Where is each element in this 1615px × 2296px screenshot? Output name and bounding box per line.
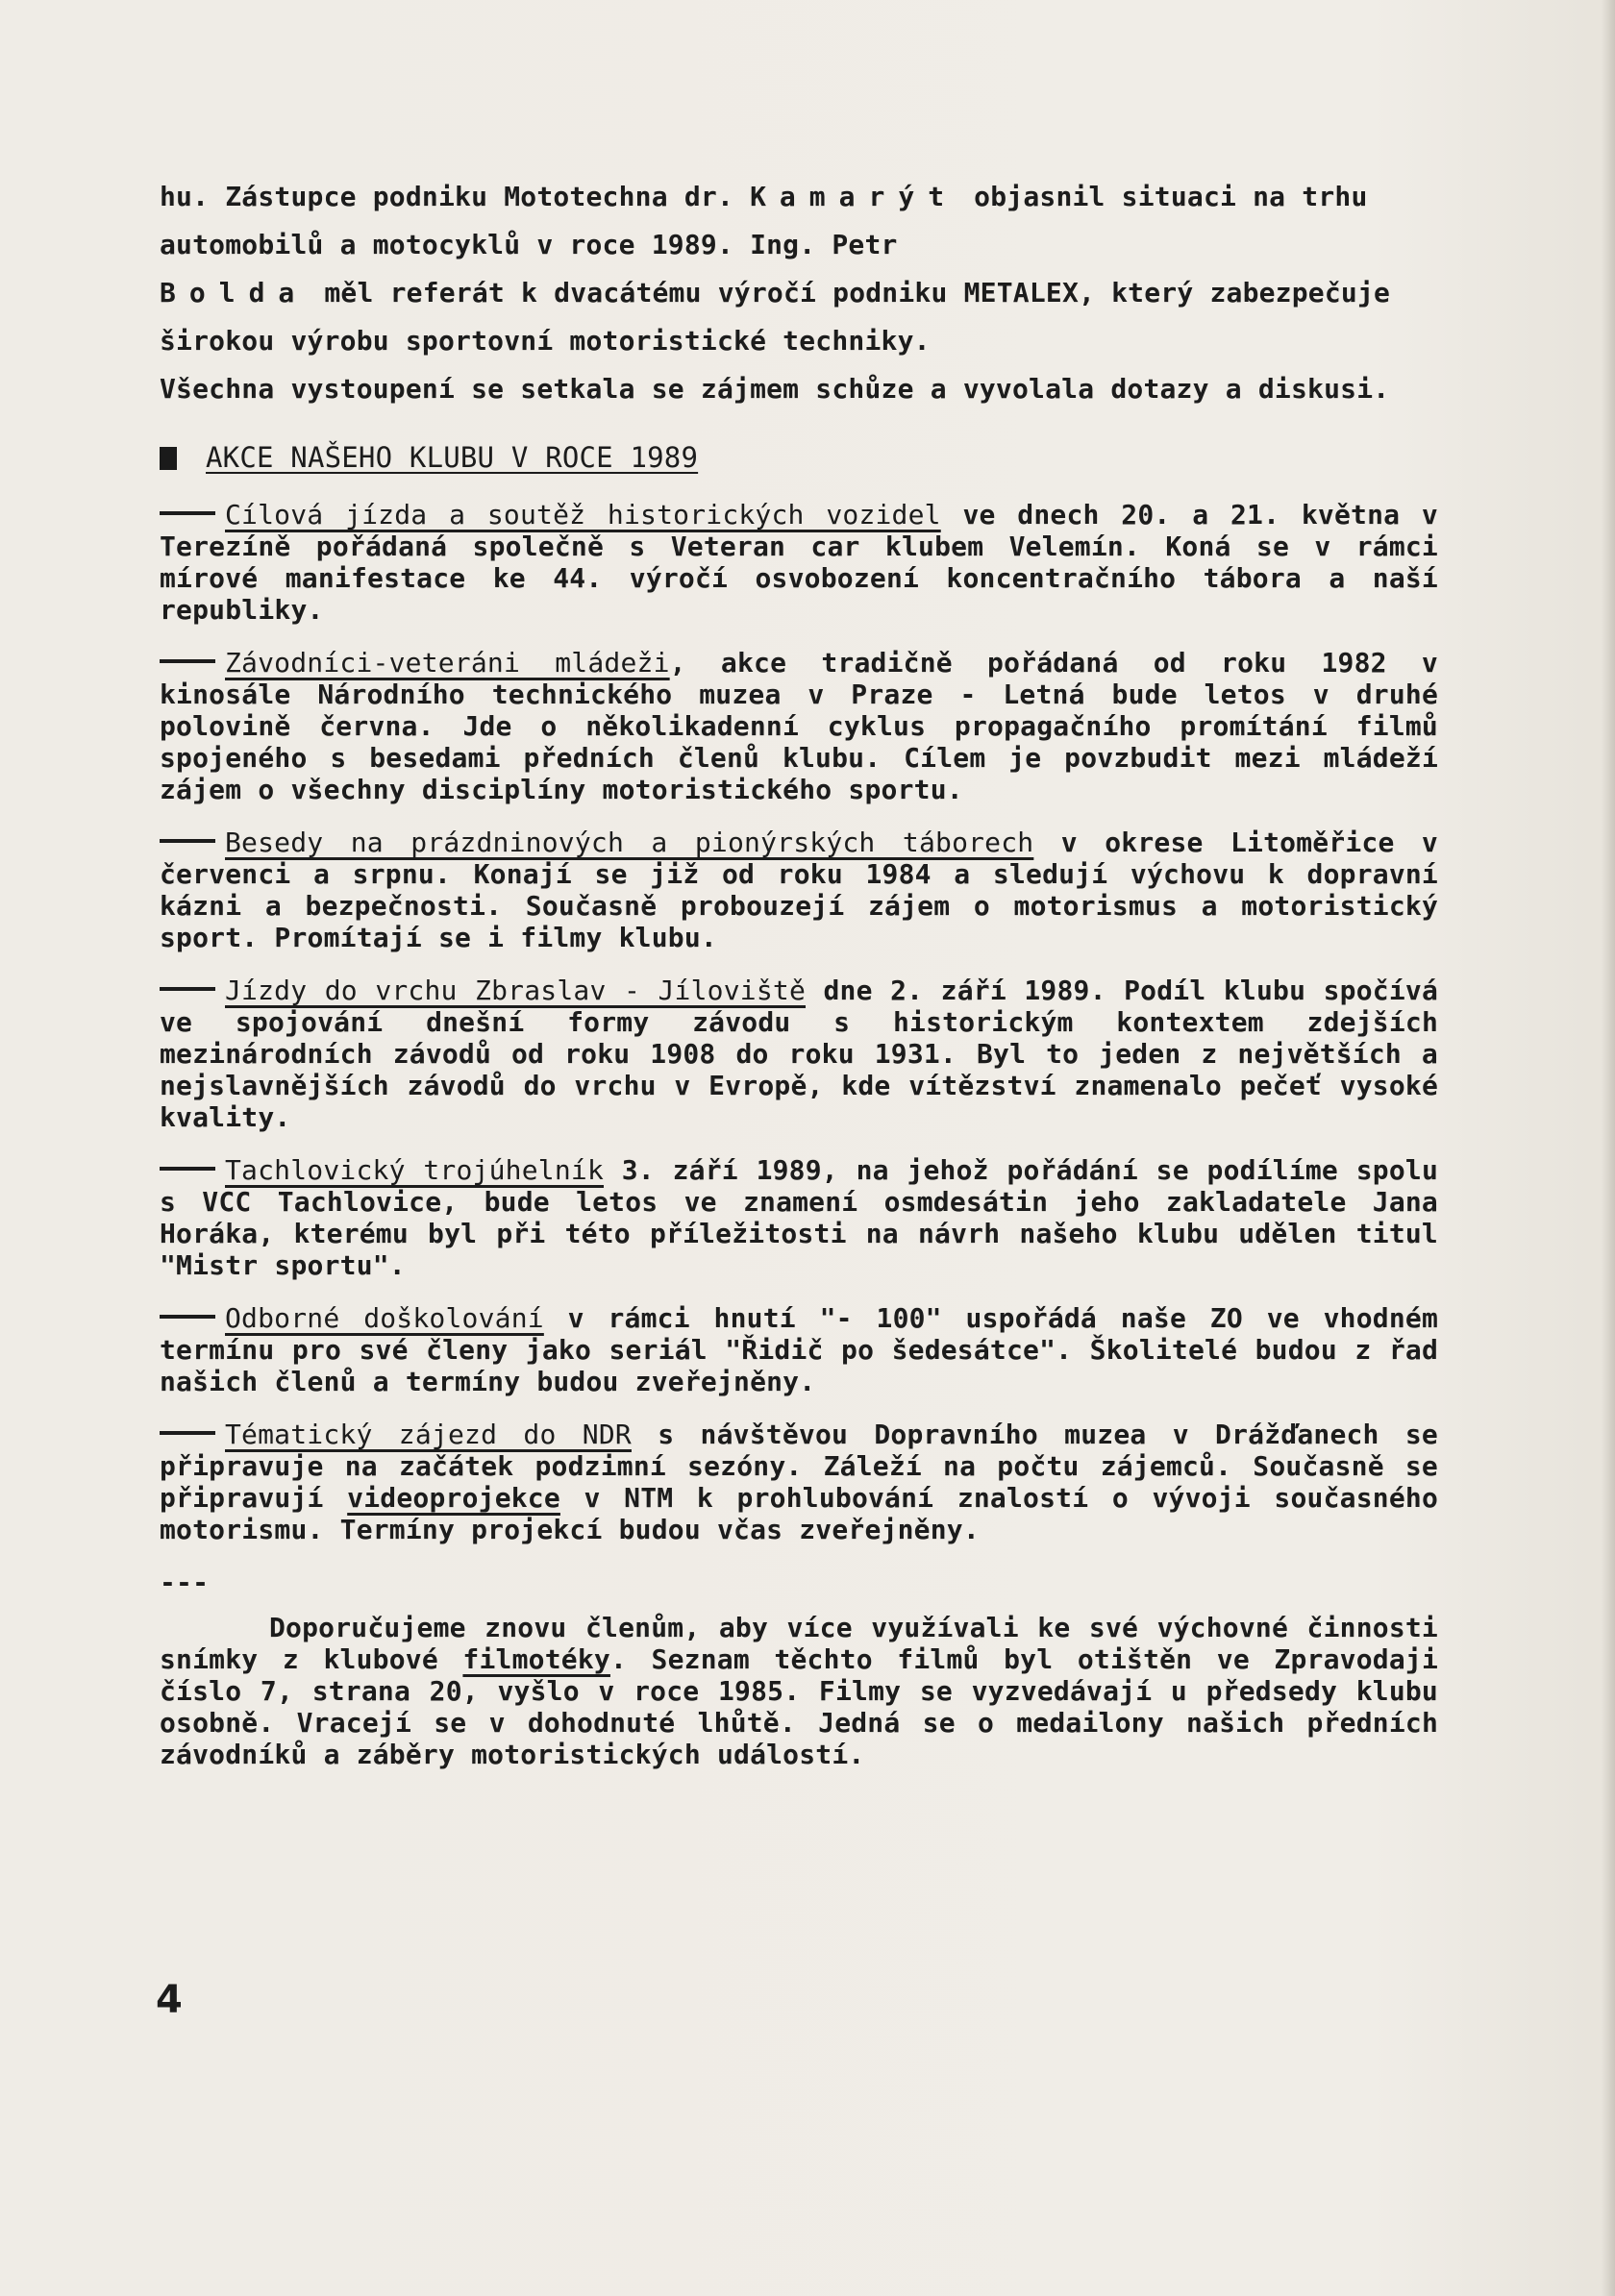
closing-paragraph: Doporučujeme znovu členům, aby více využívali ke své výchovné činnosti snímky z klubové filmotéky. Seznam těchto filmů byl otištěn ve Zpravodaji číslo 7, strana 20, vyšlo v roce 1985. Filmy se vyzvedávají u předsedy klubu osobně. Vracejí se v dohodnuté lhůtě. Jedná se o medailony našich předních závodníků a záběry motoristických událostí. bbox=[160, 1612, 1438, 1770]
list-item bbox=[160, 1154, 1438, 1281]
videoprojekce-term: videoprojekce bbox=[347, 1482, 560, 1514]
dash-icon bbox=[160, 1167, 215, 1171]
item-text: v okrese Litoměřice v červenci a srpnu. Konají se již od roku 1984 a sledují výchovu k dopravní kázni a bezpečnosti. Současně probouzejí zájem o motorismus a motoristický sport. Promítají se i filmy klubu. bbox=[160, 827, 1438, 953]
item-text: v NTM k prohlubování znalostí o vývoji současného motorismu. Termíny projekcí budou včas zveřejněny. bbox=[160, 1482, 1439, 1545]
section-heading-text: AKCE NAŠEHO KLUBU V ROCE 1989 bbox=[206, 441, 699, 474]
item-text: 3. září 1989, na jehož pořádání se podílíme spolu s VCC Tachlovice, bude letos ve znamení osmdesátin jeho zakladatele Jana Horáka, kterému byl při této příležitosti na návrh našeho klubu udělen titul "Mistr sportu". bbox=[160, 1154, 1439, 1281]
item-title: Tachlovický trojúhelník bbox=[225, 1154, 605, 1186]
intro-line-3: Všechna vystoupení se setkala se zájmem schůze a vyvolala dotazy a diskusi. bbox=[160, 373, 1390, 405]
list-item bbox=[160, 647, 1438, 805]
intro-paragraph bbox=[160, 173, 1438, 413]
list-item bbox=[160, 1302, 1438, 1397]
list-item bbox=[160, 499, 1438, 626]
item-title: Jízdy do vrchu Zbraslav - Jíloviště bbox=[225, 975, 807, 1006]
person-name-bolda: Bolda bbox=[160, 277, 309, 309]
item-text: ve dnech 20. a 21. května v Terezíně pořádaná společně s Veteran car klubem Velemín. Koná se v rámci mírové manifestace ke 44. výročí osvobození koncentračního tábora a naší republiky. bbox=[160, 499, 1438, 626]
item-title: Cílová jízda a soutěž historických vozidel bbox=[225, 499, 941, 531]
dash-icon bbox=[160, 511, 215, 515]
intro-line-2: Bolda měl referát k dvacátému výročí podniku METALEX, který zabezpečuje širokou výrobu sportovní motoristické techniky. bbox=[160, 277, 1391, 357]
square-bullet-icon bbox=[160, 447, 177, 470]
person-name-kamaryt: Kamarýt bbox=[750, 181, 958, 212]
section-heading bbox=[160, 442, 1438, 474]
item-text: s návštěvou Dopravního muzea v Drážďanech se připravuje na začátek podzimní sezóny. Záleží na počtu zájemců. Současně se připravují bbox=[160, 1419, 1438, 1514]
dash-icon bbox=[160, 1431, 215, 1435]
filmoteka-term: filmotéky bbox=[462, 1643, 610, 1675]
item-text: dne 2. září 1989. Podíl klubu spočívá ve spojování dnešní formy závodu s historickým kontextem zdejších mezinárodních závodů od roku 1908 do roku 1931. Byl to jeden z největších a nejslavnějších závodů do vrchu v Evropě, kde vítězství znamenalo pečeť vysoké kvality. bbox=[160, 975, 1438, 1133]
intro-line-1: hu. Zástupce podniku Mototechna dr. Kamarýt objasnil situaci na trhu automobilů a motocyklů v roce 1989. Ing. Petr bbox=[160, 181, 1368, 260]
page-number: 4 bbox=[156, 1978, 183, 2022]
list-item bbox=[160, 827, 1438, 953]
document-body bbox=[160, 173, 1438, 1770]
dash-icon bbox=[160, 1315, 215, 1319]
page-edge-shadow bbox=[1602, 0, 1615, 2296]
item-text: , akce tradičně pořádaná od roku 1982 v kinosále Národního technického muzea v Praze - Letná bude letos v druhé polovině června. Jde o několikadenní cyklus propagačního promítání filmů spojeného s besedami předních členů klubu. Cílem je povzbudit mezi mládeží zájem o všechny disciplíny motoristického sportu. bbox=[160, 647, 1438, 805]
separator: --- bbox=[160, 1567, 210, 1598]
dash-icon bbox=[160, 839, 215, 843]
dash-icon bbox=[160, 987, 215, 991]
item-title: Závodníci-veteráni mládeži bbox=[225, 647, 670, 679]
dash-icon bbox=[160, 659, 215, 663]
item-title: Besedy na prázdninových a pionýrských táborech bbox=[225, 827, 1034, 858]
item-title: Tématický zájezd do NDR bbox=[225, 1419, 632, 1450]
item-title: Odborné doškolování bbox=[225, 1302, 544, 1334]
list-item bbox=[160, 975, 1438, 1133]
list-item bbox=[160, 1419, 1438, 1545]
item-text: v rámci hnutí "- 100" uspořádá naše ZO ve vhodném termínu pro své členy jako seriál "Řidič po šedesátce". Školitelé budou z řad našich členů a termíny budou zveřejněny. bbox=[160, 1302, 1439, 1397]
